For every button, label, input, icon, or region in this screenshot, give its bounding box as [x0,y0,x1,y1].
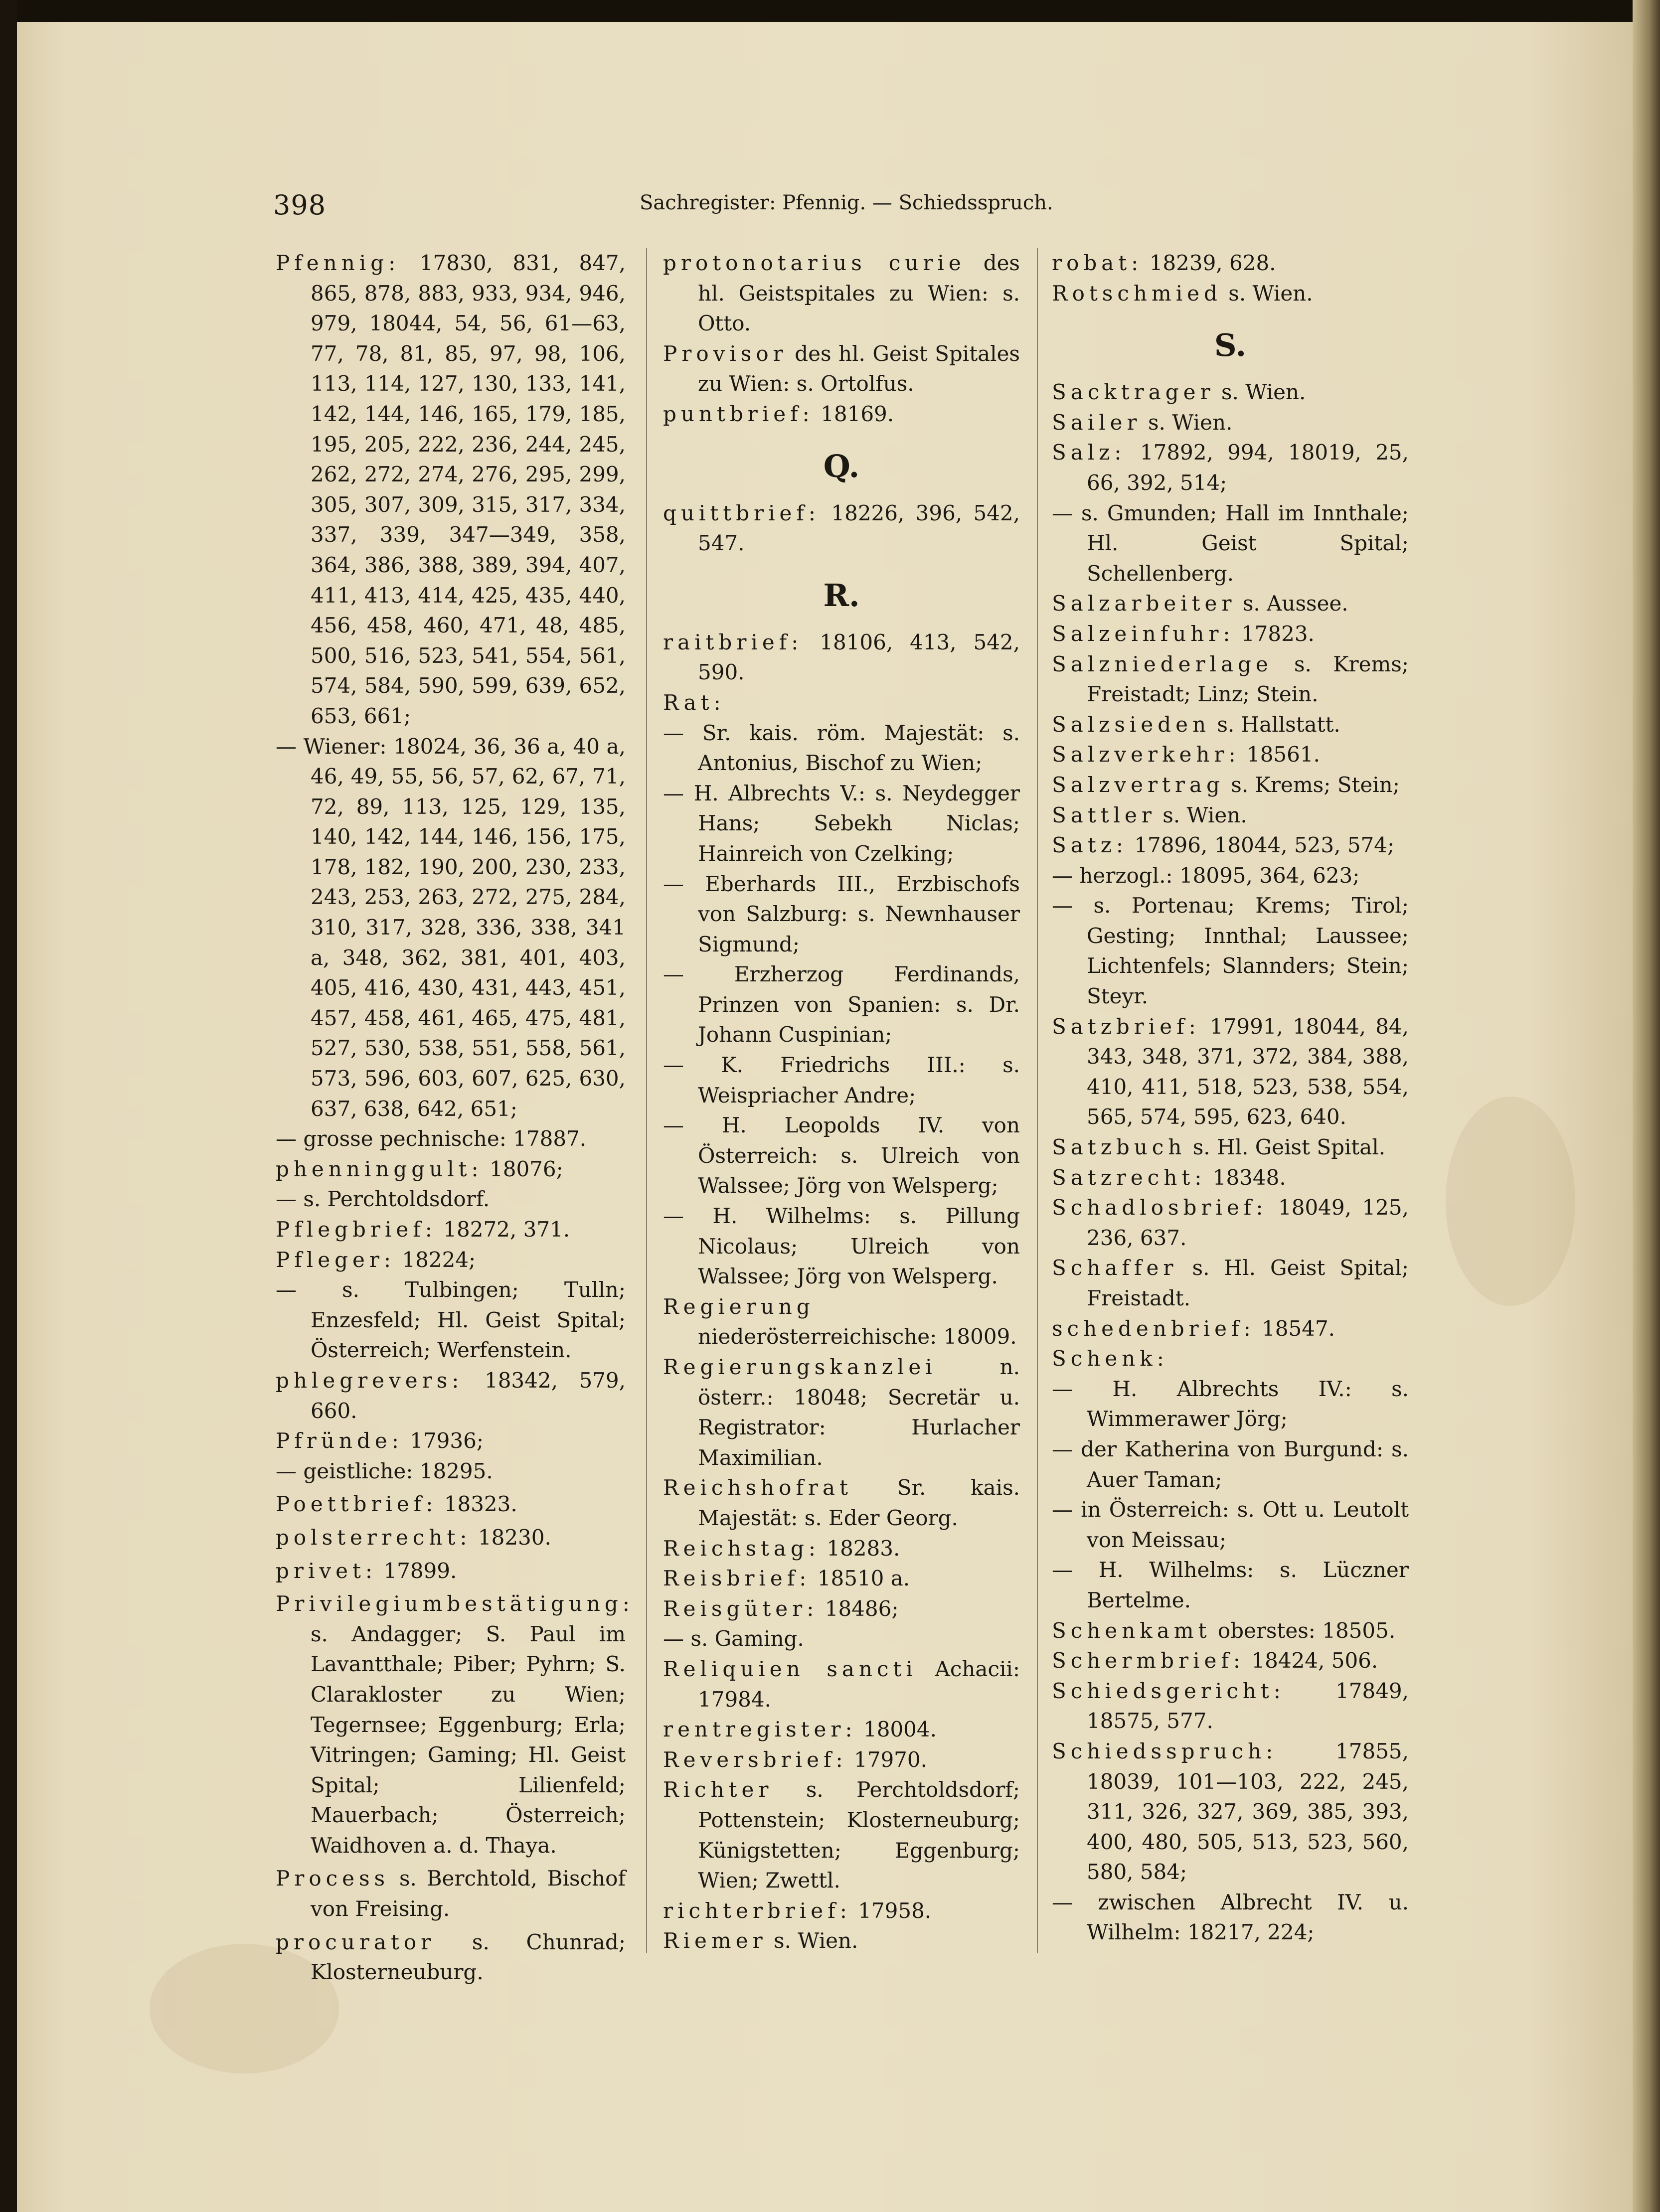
index-entry [276,1124,626,1154]
index-entry [276,1864,626,1924]
entry-references: 17936; [410,1428,484,1453]
index-entry [663,1624,1020,1654]
entry-headword: Pfründe: [276,1428,403,1453]
entry-references: — der Katherina von Burgund: s. Auer Taman; [1052,1436,1409,1492]
index-entry [1052,1495,1409,1555]
index-column-3 [1052,248,1409,1948]
index-entry [276,1489,626,1520]
entry-headword: richterbrief: [663,1898,851,1923]
index-entry [1052,1253,1409,1313]
index-entry [276,1556,626,1586]
entry-headword: Schiedsspruch: [1052,1738,1278,1763]
entry-headword: Provisor [663,341,788,366]
entry-headword: Pfennig: [276,251,400,275]
entry-references: s. Krems; Freistadt; Linz; Stein. [1087,651,1409,707]
entry-headword: Salzsieden [1052,712,1211,737]
entry-references: — s. Portenau; Krems; Tirol; Gesting; Innthal; Laussee; Lichtenfels; Slannders; Stein; Steyr. [1052,893,1409,1009]
entry-references: des hl. Geistspitales zu Wien: s. Otto. [698,251,1020,336]
entry-headword: Salzverkehr: [1052,742,1240,767]
entry-references: — H. Albrechts V.: s. Neydegger Hans; Sebekh Niclas; Hainreich von Czelking; [663,781,1020,866]
scan-frame-top [0,0,1660,22]
column-rule [646,248,647,1953]
index-entry [1052,861,1409,891]
entry-references: n. österr.: 18048; Secretär u. Registrator: Hurlacher Maximilian. [698,1355,1020,1470]
entry-headword: Salzarbeiter [1052,591,1236,616]
index-entry [1052,649,1409,710]
index-entry [663,688,1020,718]
index-entry [1052,1344,1409,1374]
index-entry [663,1715,1020,1745]
entry-references: des hl. Geist Spitales zu Wien: s. Ortolfus. [698,341,1020,396]
entry-references: 18224; [402,1247,476,1272]
entry-references: 17855, 18039, 101—103, 222, 245, 311, 326, 327, 369, 385, 393, 400, 480, 505, 513, 523, 560, 580, 584; [1087,1738,1409,1885]
index-entry [663,1352,1020,1473]
entry-references: 18004. [863,1717,937,1742]
entry-references: 18230. [478,1525,551,1550]
index-entry [276,1426,626,1456]
entry-references: s. Hl. Geist Spital. [1192,1135,1386,1160]
entry-headword: phlegrevers: [276,1368,464,1393]
entry-headword: Poettbrief: [276,1492,438,1517]
entry-references: s. Berchtold, Bischof von Freising. [311,1866,626,1921]
index-entry [1052,589,1409,619]
entry-headword: Salzniederlage [1052,651,1273,676]
entry-headword: rentregister: [663,1717,857,1742]
index-entry [1052,740,1409,770]
entry-references: — in Österreich: s. Ott u. Leutolt von Meissau; [1052,1497,1409,1552]
index-entry [663,1745,1020,1775]
section-letter: S. [1214,327,1247,364]
index-entry [1052,891,1409,1011]
index-entry [663,1564,1020,1594]
index-entry [663,1050,1020,1110]
index-entry [663,628,1020,688]
index-entry [1052,1555,1409,1615]
entry-headword: Schadlosbrief: [1052,1195,1268,1220]
entry-references: — s. Gaming. [663,1626,804,1651]
index-entry [1052,1193,1409,1253]
entry-headword: Satzbrief: [1052,1014,1200,1039]
index-entry [663,869,1020,960]
entry-references: — s. Perchtoldsdorf. [276,1187,490,1212]
entry-headword: Richter [663,1777,773,1802]
entry-headword: raitbrief: [663,630,803,654]
index-entry [1052,710,1409,740]
index-entry [663,1896,1020,1926]
index-entry [276,248,626,732]
entry-references: 18561. [1246,742,1320,767]
entry-references: 17849, 18575, 577. [1087,1678,1409,1734]
index-column-1 [276,248,634,1988]
entry-references: 18547. [1262,1316,1335,1341]
entry-headword: quittbrief: [663,500,821,525]
index-entry [276,732,626,1124]
entry-headword: Schenk: [1052,1346,1168,1371]
entry-references: — H. Wilhelms: s. Lüczner Bertelme. [1052,1558,1409,1612]
index-entry [1052,498,1409,589]
index-entry [276,1245,626,1275]
column-rule [1037,248,1038,1953]
entry-headword: Reichstag: [663,1536,820,1561]
entry-references: 17899. [383,1558,457,1583]
index-column-2 [663,248,1020,1956]
index-entry [663,1473,1020,1533]
entry-references: — Eberhards III., Erzbischofs von Salzburg: s. Newnhauser Sigmund; [663,871,1020,956]
index-entry [1052,1737,1409,1888]
entry-headword: Schenkamt [1052,1618,1211,1643]
entry-references: s. Perchtoldsdorf; Pottenstein; Klosterneuburg; Künigstetten; Eggenburg; Wien; Zwettl. [698,1777,1020,1893]
entry-references: 17830, 831, 847, 865, 878, 883, 933, 934, 946, 979, 18044, 54, 56, 61—63, 77, 78, 81, 85, 97, 98, 106, 113, 114, 127, 130, 133, 141, 142, 144, 146, 165, 179, 185, 195, 205, 222, 236, 244, 245, 262, 272, 274, 276, 295, 299, 305, 307, 309, 315, 317, 334, 337, 339, 347—349, 358, 364, 386, 388, 389, 394, 407, 411, 413, 414, 425, 435, 440, 456, 458, 460, 471, 48, 485, 500, 516, 523, 541, 554, 561, 574, 584, 590, 599, 639, 652, 653, 661; [311,251,626,728]
entry-references: — H. Wilhelms: s. Pillung Nicolaus; Ulreich von Walssee; Jörg von Welsperg. [663,1204,1020,1289]
index-entry [1052,800,1409,831]
entry-headword: Privilegiumbestätigung: [276,1591,634,1616]
entry-references: s. Krems; Stein; [1231,772,1400,797]
entry-references: — s. Tulbingen; Tulln; Enzesfeld; Hl. Geist Spital; Österreich; Werfenstein. [276,1277,626,1363]
index-entry [1052,1132,1409,1163]
index-entry [276,1366,626,1426]
entry-headword: Rotschmied [1052,281,1222,306]
index-entry [663,1201,1020,1292]
index-entry [663,1110,1020,1201]
entry-references: s. Aussee. [1242,591,1348,616]
entry-headword: Riemer [663,1928,767,1953]
entry-headword: puntbrief: [663,401,814,426]
entry-references: niederösterreichische: 18009. [698,1324,1017,1349]
index-entry [1052,619,1409,649]
index-entry [663,339,1020,399]
index-entry [1052,248,1409,279]
entry-references: 17958. [858,1898,932,1923]
scan-frame-left [0,0,17,2212]
entry-references: 18342, 579, 660. [311,1368,626,1423]
entry-headword: protonotarius curie [663,251,966,275]
entry-headword: Salzvertrag [1052,772,1224,797]
entry-references: 18348. [1212,1165,1286,1190]
entry-headword: Rat: [663,690,725,715]
index-entry [1052,1163,1409,1193]
entry-references: — Erzherzog Ferdinands, Prinzen von Spanien: s. Dr. Johann Cuspinian; [663,962,1020,1047]
index-entry [276,1523,626,1553]
entry-references: — s. Gmunden; Hall im Innthale; Hl. Geist Spital; Schellenberg. [1052,500,1409,586]
entry-headword: Reichshofrat [663,1475,852,1500]
index-entry [1052,830,1409,861]
index-entry [1052,279,1409,309]
index-entry [1052,1314,1409,1344]
entry-references: Sr. kais. Majestät: s. Eder Georg. [698,1475,1020,1530]
index-entry [663,1654,1020,1715]
entry-headword: robat: [1052,251,1143,275]
index-entry [276,1154,626,1185]
index-entry [663,718,1020,779]
entry-references: 18106, 413, 542, 590. [698,630,1020,685]
entry-headword: Sattler [1052,802,1156,827]
section-letter: Q. [823,448,860,484]
entry-references: — geistliche: 18295. [276,1458,493,1483]
entry-headword: Satz: [1052,833,1128,858]
entry-references: s. Wien. [1228,281,1313,306]
index-entry [1052,1374,1409,1434]
index-entry [1052,1646,1409,1676]
index-entry [1052,1888,1409,1948]
index-entry [663,498,1020,559]
index-entry [663,248,1020,339]
entry-references: 17823. [1241,621,1315,646]
entry-headword: procurator [276,1929,436,1954]
entry-headword: Schiedsgericht: [1052,1678,1285,1703]
entry-references: 18323. [444,1492,517,1517]
entry-references: 18510 a. [817,1566,910,1591]
entry-references: oberstes: 18505. [1217,1618,1396,1643]
index-entry [276,1275,626,1366]
index-entry [1052,1676,1409,1737]
page-number: 398 [273,189,327,221]
entry-references: s. Andagger; S. Paul im Lavantthale; Piber; Pyhrn; S. Clarakloster zu Wien; Tegernsee; Eggenburg; Erla; Vitringen; Gaming; Hl. Geist Spital; Lilienfeld; Mauerbach; Österreich; Waidhoven a. d. Thaya. [311,1621,626,1858]
entry-headword: polsterrecht: [276,1525,472,1550]
entry-references: 18283. [827,1536,900,1561]
entry-headword: Reversbrief: [663,1747,847,1772]
index-entry [1052,770,1409,800]
entry-headword: Process [276,1866,390,1891]
entry-references: 18424, 506. [1251,1648,1378,1673]
entry-headword: Salz: [1052,440,1126,465]
entry-references: 18239, 628. [1149,251,1276,275]
entry-headword: Regierung [663,1294,815,1319]
entry-references: — zwischen Albrecht IV. u. Wilhelm: 18217, 224; [1052,1890,1409,1945]
entry-references: s. Hallstatt. [1217,712,1340,737]
index-entry [663,1534,1020,1564]
entry-references: s. Wien. [1221,380,1306,405]
index-entry [276,1456,626,1487]
index-entry [663,1775,1020,1896]
entry-headword: schedenbrief: [1052,1316,1255,1341]
index-entry [663,1926,1020,1956]
index-entry [276,1215,626,1245]
entry-references: — grosse pechnische: 17887. [276,1126,587,1151]
index-entry [1052,408,1409,438]
index-entry [663,959,1020,1050]
entry-headword: Pflegbrief: [276,1217,437,1242]
section-letter: R. [823,577,860,614]
index-entry [1052,1012,1409,1132]
entry-references: 17892, 994, 18019, 25, 66, 392, 514; [1087,440,1409,495]
entry-headword: Reisgüter: [663,1596,819,1621]
entry-references: 17991, 18044, 84, 343, 348, 371, 372, 384, 388, 410, 411, 518, 523, 538, 554, 565, 574, 595, 623, 640. [1087,1014,1409,1129]
entry-references: s. Chunrad; Klosterneuburg. [311,1929,626,1985]
entry-headword: phenninggult: [276,1156,483,1181]
entry-references: 18486; [825,1596,899,1621]
entry-references: s. Wien. [1148,410,1233,435]
page-header [273,189,1559,219]
index-entry [663,779,1020,869]
entry-references: 18226, 396, 542, 547. [698,500,1020,556]
entry-references: — H. Albrechts IV.: s. Wimmerawer Jörg; [1052,1376,1409,1431]
entry-references: — H. Leopolds IV. von Österreich: s. Ulreich von Walssee; Jörg von Welsperg; [663,1113,1020,1198]
entry-headword: Pfleger: [276,1247,396,1272]
entry-headword: Sacktrager [1052,380,1215,405]
entry-headword: Satzbuch [1052,1135,1186,1160]
index-entry [1052,438,1409,498]
entry-headword: Salzeinfuhr: [1052,621,1235,646]
index-entry [1052,1434,1409,1495]
entry-references: 17970. [854,1747,927,1772]
index-entry [663,1594,1020,1624]
entry-headword: Schaffer [1052,1256,1178,1280]
entry-headword: Regierungskanzlei [663,1355,937,1379]
entry-headword: Sailer [1052,410,1142,435]
entry-references: 18049, 125, 236, 637. [1087,1195,1409,1250]
entry-references: — herzogl.: 18095, 364, 623; [1052,863,1360,888]
index-entry [276,1589,634,1861]
paper-stain [1446,1097,1575,1306]
entry-references: — Wiener: 18024, 36, 36 a, 40 a, 46, 49, 55, 56, 57, 62, 67, 71, 72, 89, 113, 125, 129, 135, 140, 142, 144, 146, 156, 175, 178, 182, 190, 200, 230, 233, 243, 253, 263, 272, 275, 284, 310, 317, 328, 336, 338, 341 a, 348, 362, 381, 401, 403, 405, 416, 430, 431, 443, 451, 457, 458, 461, 465, 475, 481, 527, 530, 538, 551, 558, 561, 573, 596, 603, 607, 625, 630, 637, 638, 642, 651; [276,734,626,1121]
entry-references: 18076; [490,1156,563,1181]
index-entry [1052,1616,1409,1646]
entry-references: — K. Friedrichs III.: s. Weispriacher Andre; [663,1053,1020,1107]
page-edge-right [1633,0,1660,2212]
entry-references: — Sr. kais. röm. Majestät: s. Antonius, Bischof zu Wien; [663,720,1020,776]
index-entry [1052,377,1409,408]
entry-references: s. Wien. [1162,802,1247,827]
entry-references: s. Wien. [774,1928,858,1953]
index-entry [663,1292,1020,1352]
entry-headword: Satzrecht: [1052,1165,1206,1190]
entry-headword: Reisbrief: [663,1566,811,1591]
entry-references: 18169. [821,401,894,426]
running-head: Sachregister: Pfennig. — Schiedsspruch. [640,191,1053,214]
index-entry [276,1184,626,1215]
entry-headword: Schermbrief: [1052,1648,1245,1673]
entry-headword: Reliquien sancti [663,1656,917,1681]
entry-headword: privet: [276,1558,377,1583]
entry-references: Achacii: 17984. [698,1656,1020,1712]
entry-references: 18272, 371. [443,1217,570,1242]
index-entry [276,1927,626,1988]
entry-references: s. Hl. Geist Spital; Freistadt. [1087,1256,1409,1310]
index-entry [663,399,1020,430]
entry-references: 17896, 18044, 523, 574; [1134,833,1395,858]
